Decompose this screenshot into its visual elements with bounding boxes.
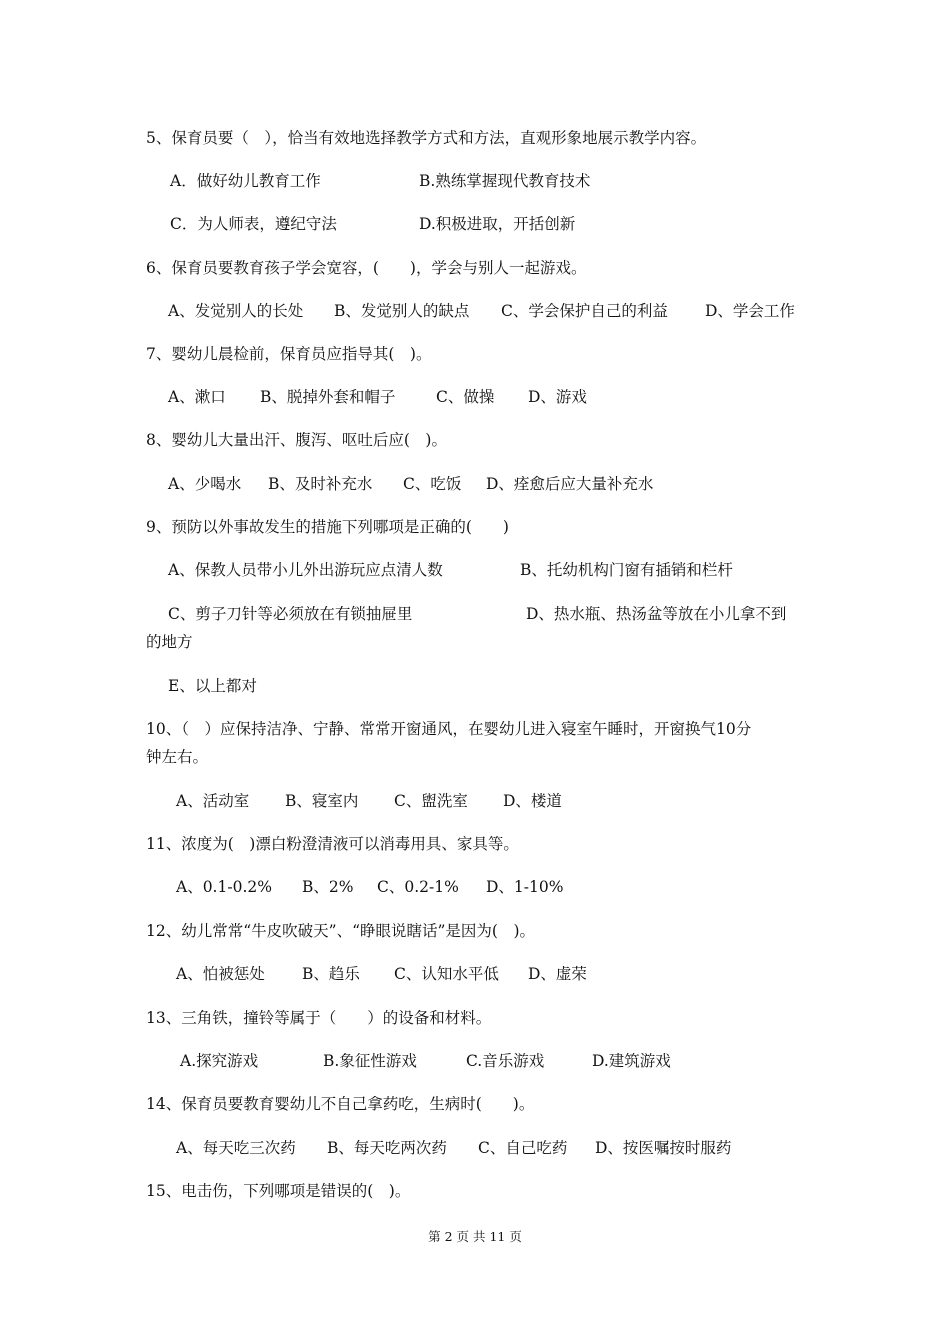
question-9-option-c: C、剪子刀针等必须放在有锁抽屉里 [168,605,413,623]
question-10-stem: 10、（ ）应保持洁净、宁静、常常开窗通风，在婴幼儿进入寝室午睡时，开窗换气10分 [146,720,752,738]
question-11-option-a: A、0.1-0.2% [176,878,272,896]
question-14-option-a: A、每天吃三次药 [176,1139,296,1157]
question-7-option-b: B、脱掉外套和帽子 [260,388,396,406]
question-9-option-a: A、保教人员带小儿外出游玩应点清人数 [168,561,443,579]
question-10-option-c: C、盥洗室 [394,792,468,810]
question-14-stem: 14、保育员要教育婴幼儿不自己拿药吃，生病时( )。 [146,1095,535,1113]
question-11-option-b: B、2% [302,878,354,896]
question-9-option-d: D、热水瓶、热汤盆等放在小儿拿不到 [526,605,787,623]
question-13-option-a: A.探究游戏 [180,1052,259,1070]
question-14-option-c: C、自己吃药 [478,1139,568,1157]
question-5-option-b: B.熟练掌握现代教育技术 [419,172,591,190]
question-5-stem: 5、保育员要（ ），恰当有效地选择教学方式和方法，直观形象地展示教学内容。 [146,129,707,147]
question-8-stem: 8、婴幼儿大量出汗、腹泻、呕吐后应( )。 [146,431,447,449]
question-13-stem: 13、三角铁，撞铃等属于（ ）的设备和材料。 [146,1009,492,1027]
question-10-stem-continued: 钟左右。 [146,748,209,766]
question-9-option-b: B、托幼机构门窗有插销和栏杆 [520,561,733,579]
question-6-stem: 6、保育员要教育孩子学会宽容，( )，学会与别人一起游戏。 [146,259,587,277]
question-7-option-d: D、游戏 [528,388,587,406]
question-13-option-c: C.音乐游戏 [466,1052,545,1070]
question-9-option-d-continued: 的地方 [146,633,193,651]
question-9-stem: 9、预防以外事故发生的措施下列哪项是正确的( ) [146,518,509,536]
question-5-option-c: C．为人师表，遵纪守法 [170,215,337,233]
question-9-option-e: E、以上都对 [168,677,257,695]
question-6-option-d: D、学会工作 [705,302,795,320]
question-12-option-d: D、虚荣 [528,965,587,983]
question-12-option-a: A、怕被惩处 [176,965,265,983]
question-5-option-a: A．做好幼儿教育工作 [170,172,321,190]
question-13-option-b: B.象征性游戏 [323,1052,417,1070]
question-11-option-d: D、1-10% [486,878,564,896]
page-number-footer: 第 2 页 共 11 页 [428,1229,522,1244]
question-14-option-b: B、每天吃两次药 [327,1139,447,1157]
question-8-option-a: A、少喝水 [168,475,242,493]
question-10-option-a: A、活动室 [176,792,250,810]
question-11-option-c: C、0.2-1% [377,878,459,896]
question-5-option-d: D.积极进取，开括创新 [419,215,576,233]
question-12-stem: 12、幼儿常常“牛皮吹破天”、“睁眼说瞎话”是因为( )。 [146,922,536,940]
question-6-option-a: A、发觉别人的长处 [168,302,304,320]
question-6-option-b: B、发觉别人的缺点 [334,302,470,320]
question-8-option-c: C、吃饭 [403,475,462,493]
question-12-option-b: B、趋乐 [302,965,360,983]
question-13-option-d: D.建筑游戏 [592,1052,671,1070]
question-11-stem: 11、浓度为( )漂白粉澄清液可以消毒用具、家具等。 [146,835,519,853]
question-7-stem: 7、婴幼儿晨检前，保育员应指导其( )。 [146,345,432,363]
question-14-option-d: D、按医嘱按时服药 [595,1139,732,1157]
question-8-option-b: B、及时补充水 [268,475,373,493]
question-8-option-d: D、痊愈后应大量补充水 [486,475,654,493]
question-7-option-c: C、做操 [436,388,495,406]
question-15-stem: 15、电击伤，下列哪项是错误的( )。 [146,1182,411,1200]
question-7-option-a: A、漱口 [168,388,226,406]
question-10-option-d: D、楼道 [503,792,562,810]
question-12-option-c: C、认知水平低 [394,965,499,983]
question-6-option-c: C、学会保护自己的利益 [501,302,668,320]
question-10-option-b: B、寝室内 [285,792,359,810]
